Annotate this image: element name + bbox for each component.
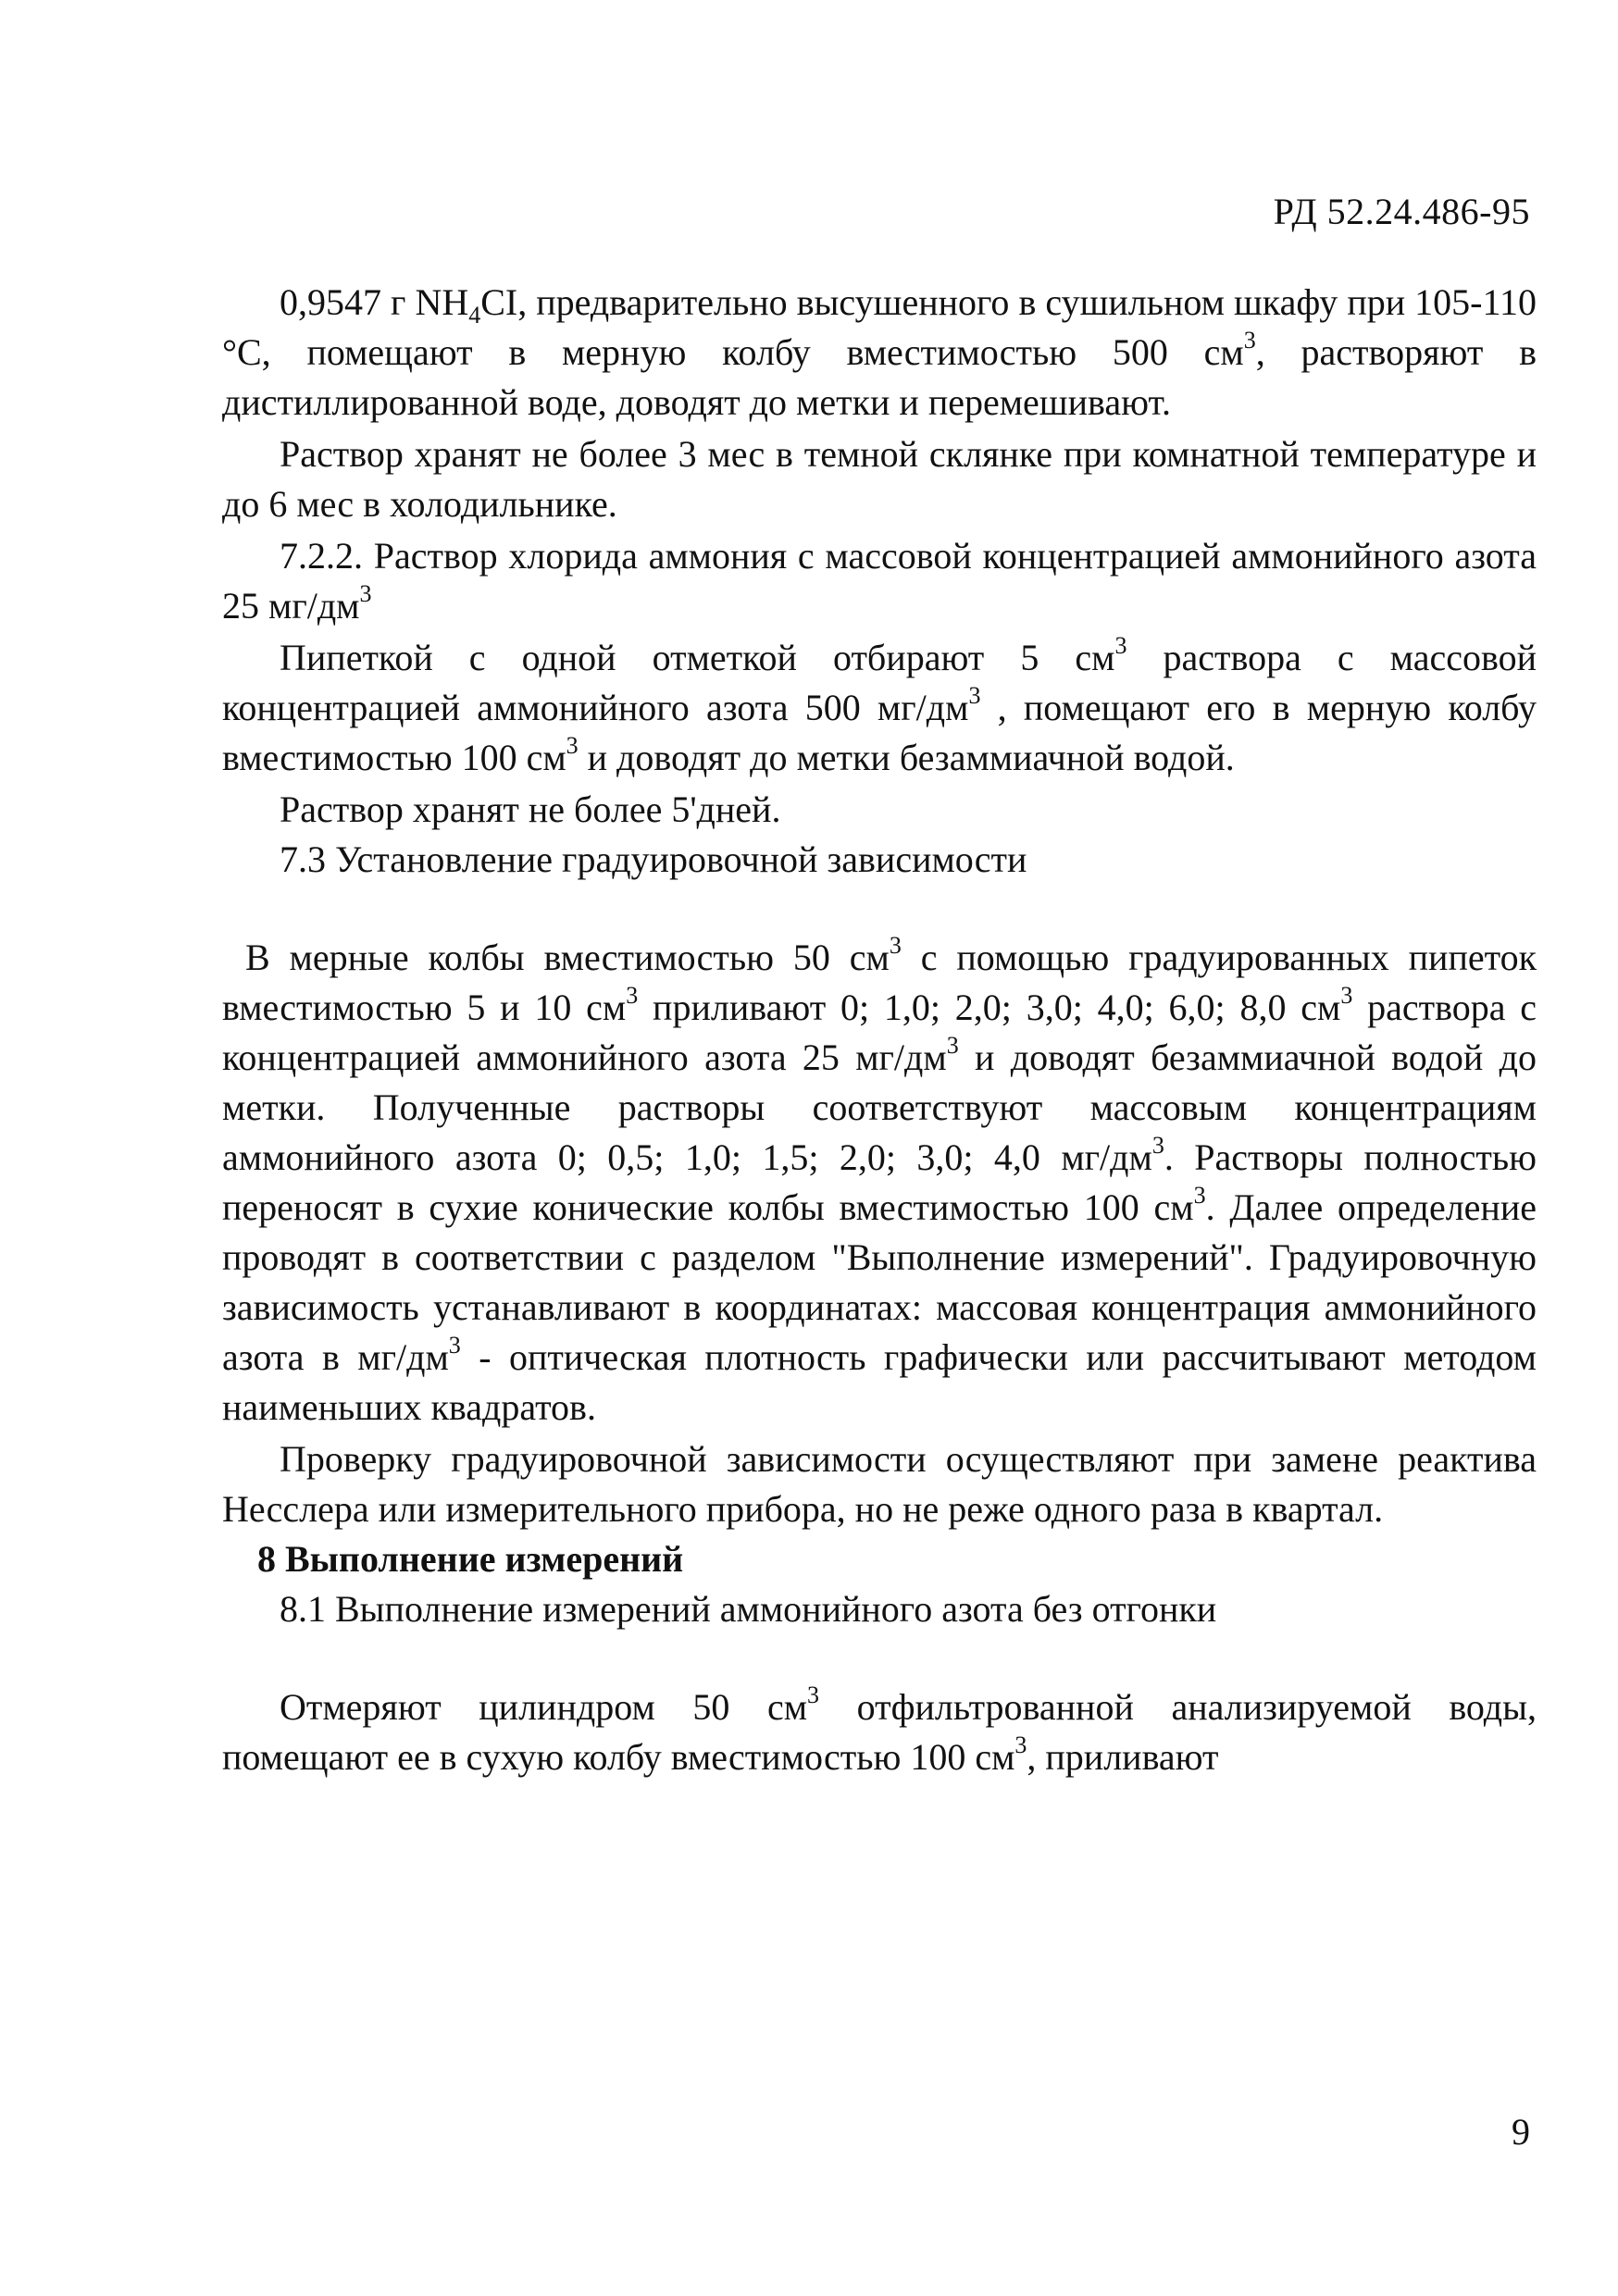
superscript: 3: [626, 981, 639, 1009]
text-segment: В мерные колбы вместимостью 50 см: [245, 937, 890, 978]
text-segment: и доводят безаммиачной водой до метки. Полученные растворы соответствуют массовым концентрациям аммонийного азота 0; 0,5; 1,0; 1,5; 2,0; 3,0; 4,0 мг/дм: [222, 1036, 1537, 1178]
document-body: [222, 278, 1537, 1782]
superscript: 3: [448, 1331, 461, 1359]
text-segment: и доводят до метки безаммиачной водой.: [578, 737, 1235, 778]
paragraph-measurement: [222, 1682, 1537, 1782]
text-segment: Пипеткой с одной отметкой отбирают 5 см: [280, 637, 1115, 678]
superscript: 3: [1114, 631, 1127, 659]
superscript: 3: [807, 1681, 820, 1708]
section-7-2-2-heading: [222, 531, 1537, 631]
text-segment: Отмеряют цилиндром 50 см: [280, 1686, 808, 1728]
paragraph-storage-2: Раствор хранят не более 5'дней.: [280, 788, 781, 830]
text-segment: отфильтрованной анализируемой воды, помещают ее в сухую колбу вместимостью 100 см: [222, 1686, 1537, 1778]
text-segment: . Растворы полностью переносят в сухие конические колбы вместимостью 100 см: [222, 1136, 1537, 1228]
superscript: 3: [1243, 326, 1256, 354]
text-segment: . Далее определение проводят в соответствии с разделом "Выполнение измерений". Градуировочную зависимость устанавливают в координатах: массовая концентрация аммонийного азота в мг/дм: [222, 1186, 1537, 1378]
paragraph-pipette: [222, 633, 1537, 783]
text-segment: CI, предварительно высушенного в сушильном шкафу при 105-110 °С, помещают в мерную колбу вместимостью 500 см: [222, 281, 1537, 373]
superscript: 3: [889, 931, 902, 959]
text-segment: приливают 0; 1,0; 2,0; 3,0; 4,0; 6,0; 8,0 см: [638, 987, 1341, 1028]
document-code: РД 52.24.486-95: [1273, 191, 1530, 232]
superscript: 3: [1151, 1131, 1164, 1159]
superscript: 3: [1014, 1731, 1027, 1758]
text-segment: с помощью градуированных пипеток вместимостью 5 и 10 см: [222, 937, 1537, 1028]
superscript: 3: [1340, 981, 1353, 1009]
section-8-1-heading: 8.1 Выполнение измерений аммонийного азота без отгонки: [280, 1588, 1217, 1630]
superscript: 3: [1193, 1181, 1206, 1209]
text-segment: 7.2.2. Раствор хлорида аммония с массовой концентрацией аммонийного азота 25 мг/дм: [222, 535, 1537, 627]
subscript: 4: [468, 302, 481, 329]
section-7-3-heading: 7.3 Установление градуировочной зависимости: [280, 838, 1027, 880]
text-segment: , помещают его в мерную колбу вместимостью 100 см: [222, 687, 1537, 778]
text-segment: - оптическая плотность графически или рассчитывают методом наименьших квадратов.: [222, 1336, 1537, 1428]
paragraph-calibration: [222, 933, 1537, 1433]
superscript: 3: [946, 1031, 959, 1059]
page-number: 9: [1512, 2111, 1530, 2153]
text-segment: 0,9547 г NH: [280, 281, 469, 323]
paragraph-storage-1: Раствор хранят не более 3 мес в темной склянке при комнатной температуре и до 6 мес в холодильнике.: [222, 433, 1537, 525]
superscript: 3: [566, 731, 579, 759]
paragraph-calibration-check: Проверку градуировочной зависимости осуществляют при замене реактива Несслера или измерительного прибора, но не реже одного раза в квартал.: [222, 1438, 1537, 1530]
section-8-heading: 8 Выполнение измерений: [257, 1538, 684, 1580]
superscript: 3: [968, 681, 981, 709]
text-segment: раствора с концентрацией аммонийного азота 25 мг/дм: [222, 987, 1537, 1078]
text-segment: раствора с массовой концентрацией аммонийного азота 500 мг/дм: [222, 637, 1537, 728]
text-segment: , приливают: [1027, 1736, 1219, 1778]
superscript: 3: [359, 579, 372, 607]
text-segment: , растворяют в дистиллированной воде, доводят до метки и перемешивают.: [222, 331, 1537, 423]
paragraph-ammonium-chloride-preparation: [222, 278, 1537, 428]
